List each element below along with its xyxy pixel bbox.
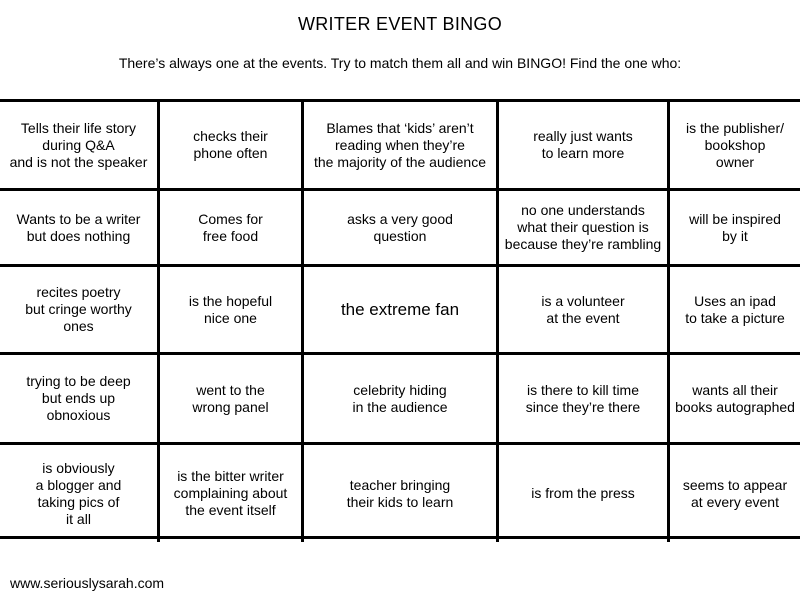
page-subtitle: There’s always one at the events. Try to match them all and win BINGO! Find the one who:	[118, 55, 682, 71]
bingo-grid	[0, 99, 800, 539]
bingo-cell: Blames that ‘kids’ aren’t reading when they’re the majority of the audience	[304, 102, 499, 191]
bingo-cell: is from the press	[499, 445, 670, 542]
bingo-cell: no one understands what their question is because they’re rambling	[499, 191, 670, 267]
bingo-cell: will be inspired by it	[670, 191, 800, 267]
bingo-cell: is a volunteer at the event	[499, 267, 670, 355]
bingo-cell: Tells their life story during Q&A and is not the speaker	[0, 102, 160, 191]
bingo-cell: went to the wrong panel	[160, 355, 304, 445]
bingo-cell: trying to be deep but ends up obnoxious	[0, 355, 160, 445]
page-title: WRITER EVENT BINGO	[297, 14, 503, 34]
bingo-cell: wants all their books autographed	[670, 355, 800, 445]
bingo-cell: is the hopeful nice one	[160, 267, 304, 355]
bingo-cell: really just wants to learn more	[499, 102, 670, 191]
bingo-cell: is the bitter writer complaining about the event itself	[160, 445, 304, 542]
bingo-cell: seems to appear at every event	[682, 476, 788, 510]
bingo-cell: Uses an ipad to take a picture	[670, 267, 800, 355]
bingo-cell: checks their phone often	[160, 102, 304, 191]
bingo-cell: Wants to be a writer but does nothing	[0, 191, 160, 267]
bingo-center-cell: the extreme fan	[304, 267, 499, 355]
footer-url: www.seriouslysarah.com	[10, 575, 165, 591]
bingo-cell: celebrity hiding in the audience	[304, 355, 499, 445]
bingo-cell: is obviously a blogger and taking pics of it all	[0, 445, 160, 542]
bingo-cell: asks a very good question	[304, 191, 499, 267]
bingo-cell: is there to kill time since they’re there	[499, 355, 670, 445]
bingo-cell: is the publisher/ bookshop owner	[670, 102, 800, 191]
bingo-cell: teacher bringing their kids to learn	[304, 445, 499, 542]
bingo-cell: recites poetry but cringe worthy ones	[0, 267, 160, 355]
bingo-cell: Comes for free food	[160, 191, 304, 267]
